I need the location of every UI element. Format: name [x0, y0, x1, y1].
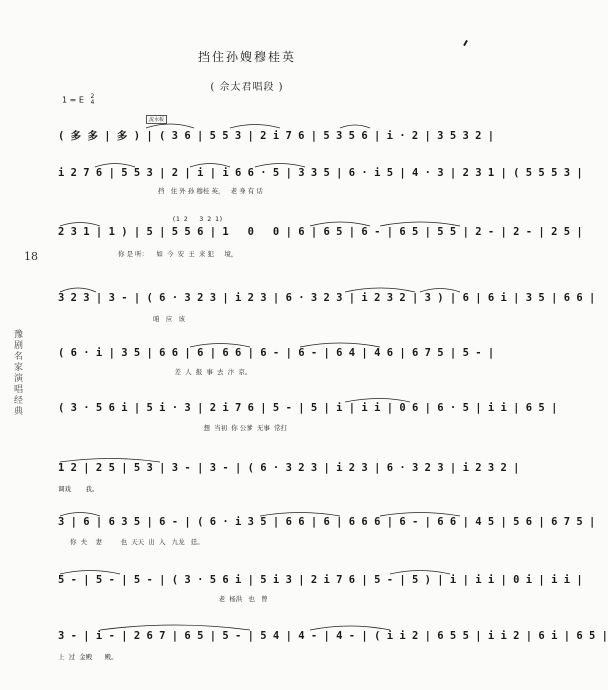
meter-bottom: 4: [90, 99, 95, 106]
lyric-row: 你 夫 妻 也 天天 出 入 九龙 廷。: [70, 538, 204, 546]
lyric-row: 想 当初 你 公爹 无事 常打: [158, 424, 288, 432]
slur: [390, 571, 450, 575]
notation-row: 5 - | 5 - | 5 - | ( 3 · 5 6 i | 5 i 3 | 2 i 7 6 | 5 - | 5 ) | i | i i | 0 i | i i |: [58, 574, 583, 586]
slur: [420, 289, 460, 293]
slur: [380, 513, 460, 517]
slur: [345, 288, 415, 292]
slur: [260, 513, 340, 517]
lyric-row: 老 杨洪 也 曾: [138, 595, 268, 603]
notation-row: i 2 7 6 | 5 5 3 | 2 | i | i 6 6 · 5 | 3 3 5 | 6 · i 5 | 4 · 3 | 2 3 1 | ( 5 5 5 3 |: [58, 167, 583, 179]
tempo-mark: 流水板: [146, 115, 167, 124]
slur: [255, 164, 305, 168]
slur: [60, 459, 160, 463]
lyric-row: 挡 住 外 孙 穆桂 英， 老 身 有 话: [158, 187, 263, 195]
notation-row: ( 3 · 5 6 i | 5 i · 3 | 2 i 7 6 | 5 - | 5 | i | i i | 0 6 | 6 · 5 | i i | 6 5 |: [58, 402, 558, 414]
lyric-row: 上 过 金殿 殿。: [58, 653, 118, 661]
notation-row: ( 6 · i | 3 5 | 6 6 | 6 | 6 6 | 6 - | 6 - | 6 4 | 4 6 | 6 7 5 | 5 - |: [58, 347, 495, 359]
page-number: 18: [24, 250, 38, 263]
slur: [380, 222, 460, 226]
notation-row: 3 2 3 | 3 - | ( 6 · 3 2 3 | i 2 3 | 6 · 3 2 3 | i 2 3 2 | 3 ) | 6 | 6 i | 3 5 | 6 6 |: [58, 292, 596, 304]
lyric-row: 调戏 我。: [58, 485, 99, 493]
slur: [190, 164, 230, 168]
slur: [60, 288, 96, 292]
slur: [310, 222, 370, 226]
slur: [230, 125, 280, 129]
slur: [340, 125, 370, 128]
page-title: 挡住孙嫂穆桂英: [197, 50, 296, 64]
side-text: 豫剧名家演唱经典: [14, 330, 24, 417]
slur: [60, 513, 100, 517]
lyric-row: 咱 应 该: [58, 315, 185, 323]
notation-row: 3 | 6 | 6 3 5 | 6 - | ( 6 · i 3 5 | 6 6 | 6 | 6 6 6 | 6 - | 6 6 | 4 5 | 5 6 | 6 7 5 |: [58, 516, 596, 528]
slur: [190, 344, 250, 348]
slur: [60, 571, 120, 575]
slur: [345, 399, 410, 403]
slur: [95, 164, 135, 168]
slur: [146, 124, 194, 128]
inner-voice-line: (1 2 3 2 1): [172, 215, 223, 223]
notation-row: 2 3 1 | 1 ) | 5 | 5 5 6 | 1 0 0 | 6 | 6 5 | 6 - | 6 5 | 5 5 | 2 - | 2 - | 2 5 |: [58, 226, 583, 238]
page-subtitle: ( 佘太君唱段 ): [210, 82, 284, 93]
slur: [300, 343, 380, 347]
lyric-row: 差 人 报 事 去 汴 京。: [158, 368, 252, 376]
lyric-row: 你 是 听： 如 今 安 王 来 犯 境，: [118, 250, 238, 258]
notation-row: 3 - | i - | 2 6 7 | 6 5 | 5 - | 5 4 | 4 - | 4 - | ( i i 2 | 6 5 5 | i i 2 | 6 i | 6 5 |: [58, 630, 608, 642]
meter-top: 2: [90, 93, 95, 100]
slur: [310, 626, 390, 630]
key-label: 1 = E: [62, 95, 84, 105]
notation-row: 1 2 | 2 5 | 5 3 | 3 - | 3 - | ( 6 · 3 2 3 | i 2 3 | 6 · 3 2 3 | i 2 3 2 |: [58, 462, 520, 474]
notation-row: ( 多 多 | 多 ) | ( 3 6 | 5 5 3 | 2 i 7 6 | 5 3 5 6 | i · 2 | 3 5 3 2 |: [58, 130, 495, 142]
slur: [60, 223, 100, 227]
slur: [100, 625, 250, 630]
